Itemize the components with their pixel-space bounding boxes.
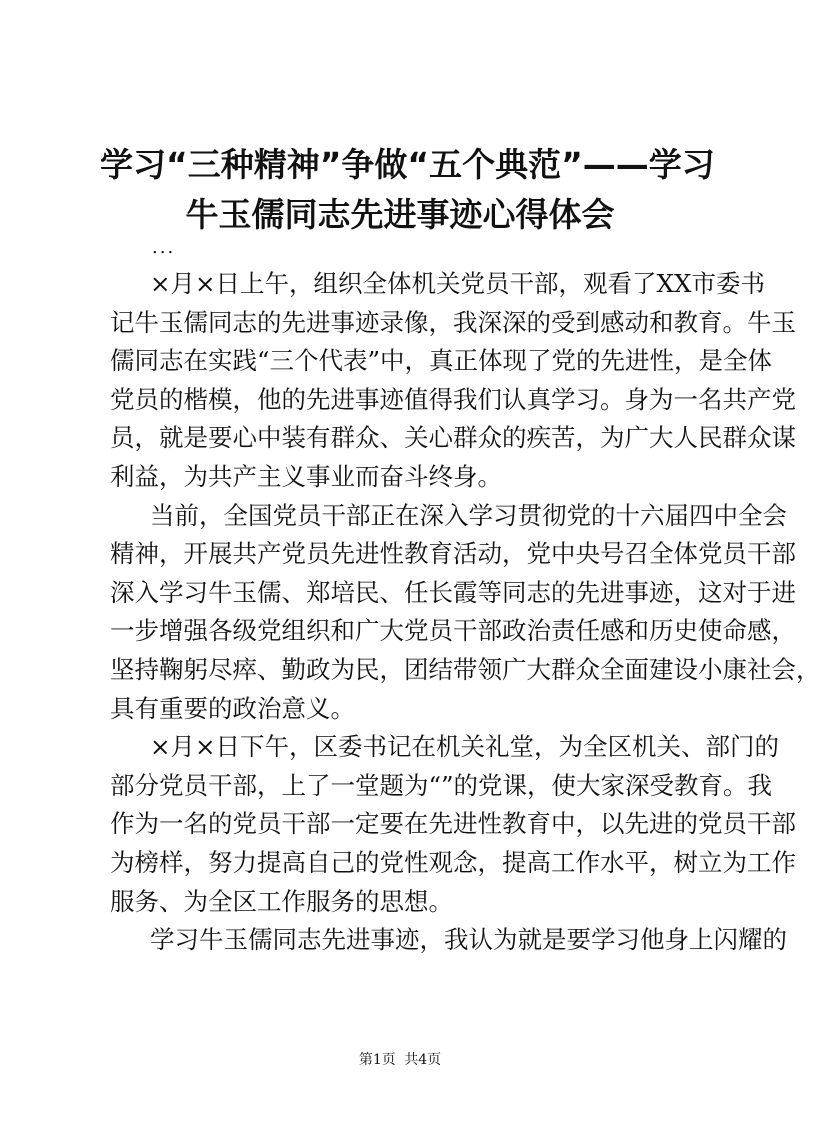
ellipsis-text: ... — [152, 237, 176, 258]
paragraph-line: 部分党员干部，上了一堂题为“”的党课，使大家深受教育。我 — [110, 770, 773, 800]
paragraph-line: 员，就是要心中装有群众、关心群众的疾苦，为广大人民群众谋 — [110, 423, 796, 453]
title-line-1: 学习“三种精神”争做“五个典范”——学习 — [100, 145, 715, 184]
paragraph-line: ×月×日上午，组织全体机关党员干部，观看了XX市委书 — [150, 269, 765, 298]
paragraph-line: ×月×日下午，区委书记在机关礼堂，为全区机关、部门的 — [150, 732, 780, 762]
paragraph-1 — [110, 265, 796, 497]
paragraph-2 — [110, 497, 821, 729]
paragraph-line: 党员的楷模，他的先进事迹值得我们认真学习。身为一名共产党 — [110, 384, 796, 414]
paragraph-line: 为榜样，努力提高自己的党性观念，提高工作水平，树立为工作 — [110, 847, 796, 877]
paragraph-line: 坚持鞠躬尽瘁、勤政为民，团结带领广大群众全面建设小康社会， — [110, 654, 821, 684]
paragraph-line: 一步增强各级党组织和广大党员干部政治责任感和历史使命感， — [110, 616, 796, 646]
document-body — [110, 265, 821, 960]
paragraph-line: 深入学习牛玉儒、郑培民、任长霞等同志的先进事迹，这对于进 — [110, 577, 796, 607]
paragraph-line: 服务、为全区工作服务的思想。 — [110, 886, 453, 916]
paragraph-line: 儒同志在实践“三个代表”中，真正体现了党的先进性，是全体 — [110, 346, 773, 376]
paragraph-4 — [110, 921, 787, 960]
document-title — [100, 140, 715, 240]
paragraph-line: 作为一名的党员干部一定要在先进性教育中，以先进的党员干部 — [110, 809, 796, 839]
page-footer: 第1页 共4页 — [358, 1052, 442, 1068]
paragraph-line: 精神，开展共产党员先进性教育活动，党中央号召全体党员干部 — [110, 539, 796, 569]
paragraph-line: 记牛玉儒同志的先进事迹录像，我深深的受到感动和教育。牛玉 — [110, 307, 796, 337]
paragraph-line: 学习牛玉儒同志先进事迹，我认为就是要学习他身上闪耀的 — [150, 925, 787, 955]
paragraph-3 — [110, 728, 796, 921]
title-line-2: 牛玉儒同志先进事迹心得体会 — [185, 195, 615, 234]
paragraph-line: 当前，全国党员干部正在深入学习贯彻党的十六届四中全会 — [150, 500, 787, 530]
paragraph-line: 具有重要的政治意义。 — [110, 693, 355, 723]
paragraph-line: 利益，为共产主义事业而奋斗终身。 — [110, 461, 502, 491]
